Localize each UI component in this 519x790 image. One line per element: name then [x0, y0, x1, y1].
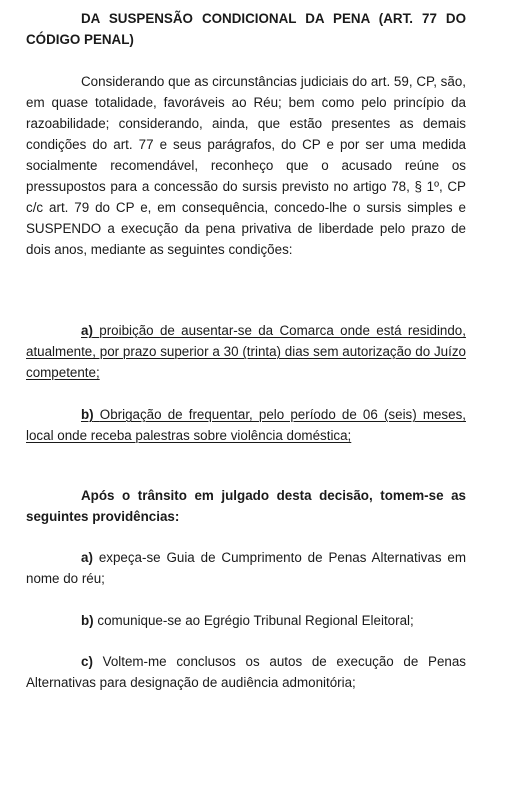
section-heading: DA SUSPENSÃO CONDICIONAL DA PENA (ART. 77 DO CÓDIGO PENAL) — [26, 11, 466, 47]
document-page — [26, 8, 466, 693]
providence-b-text: comunique-se ao Egrégio Tribunal Regional Eleitoral; — [97, 613, 414, 628]
condition-a-letter: a) — [81, 323, 93, 338]
condition-a-text: proibição de ausentar-se da Comarca onde está residindo, atualmente, por prazo superior a 30 (trinta) dias sem autorização do Juízo competente; — [26, 323, 466, 380]
condition-b-text: Obrigação de frequentar, pelo período de 06 (seis) meses, local onde receba palestras sobre violência doméstica; — [26, 407, 466, 443]
providences-heading: Após o trânsito em julgado desta decisão, tomem-se as seguintes providências: — [26, 488, 466, 524]
providence-c-letter: c) — [81, 654, 93, 669]
condition-b — [26, 404, 466, 446]
providence-c — [26, 651, 466, 693]
condition-b-letter: b) — [81, 407, 94, 422]
intro-paragraph: Considerando que as circunstâncias judiciais do art. 59, CP, são, em quase totalidade, favoráveis ao Réu; bem como pelo princípio da razoabilidade; considerando, ainda, que estão presentes as demais condições do art. 77 e seus parágrafos, do CP e por ser uma medida socialmente recomendável, reconheço que o acusado reúne os pressupostos para a concessão do sursis previsto no artigo 78, § 1º, CP c/c art. 79 do CP e, em consequência, concedo-lhe o sursis simples e SUSPENDO a execução da pena privativa de liberdade pelo prazo de dois anos, mediante as seguintes condições: — [26, 74, 466, 257]
condition-a — [26, 320, 466, 383]
providence-b-letter: b) — [81, 613, 94, 628]
providence-a — [26, 547, 466, 589]
providence-c-text: Voltem-me conclusos os autos de execução de Penas Alternativas para designação de audiência admonitória; — [26, 654, 466, 690]
providence-a-text: expeça-se Guia de Cumprimento de Penas Alternativas em nome do réu; — [26, 550, 466, 586]
providence-a-letter: a) — [81, 550, 93, 565]
providence-b — [26, 610, 466, 631]
